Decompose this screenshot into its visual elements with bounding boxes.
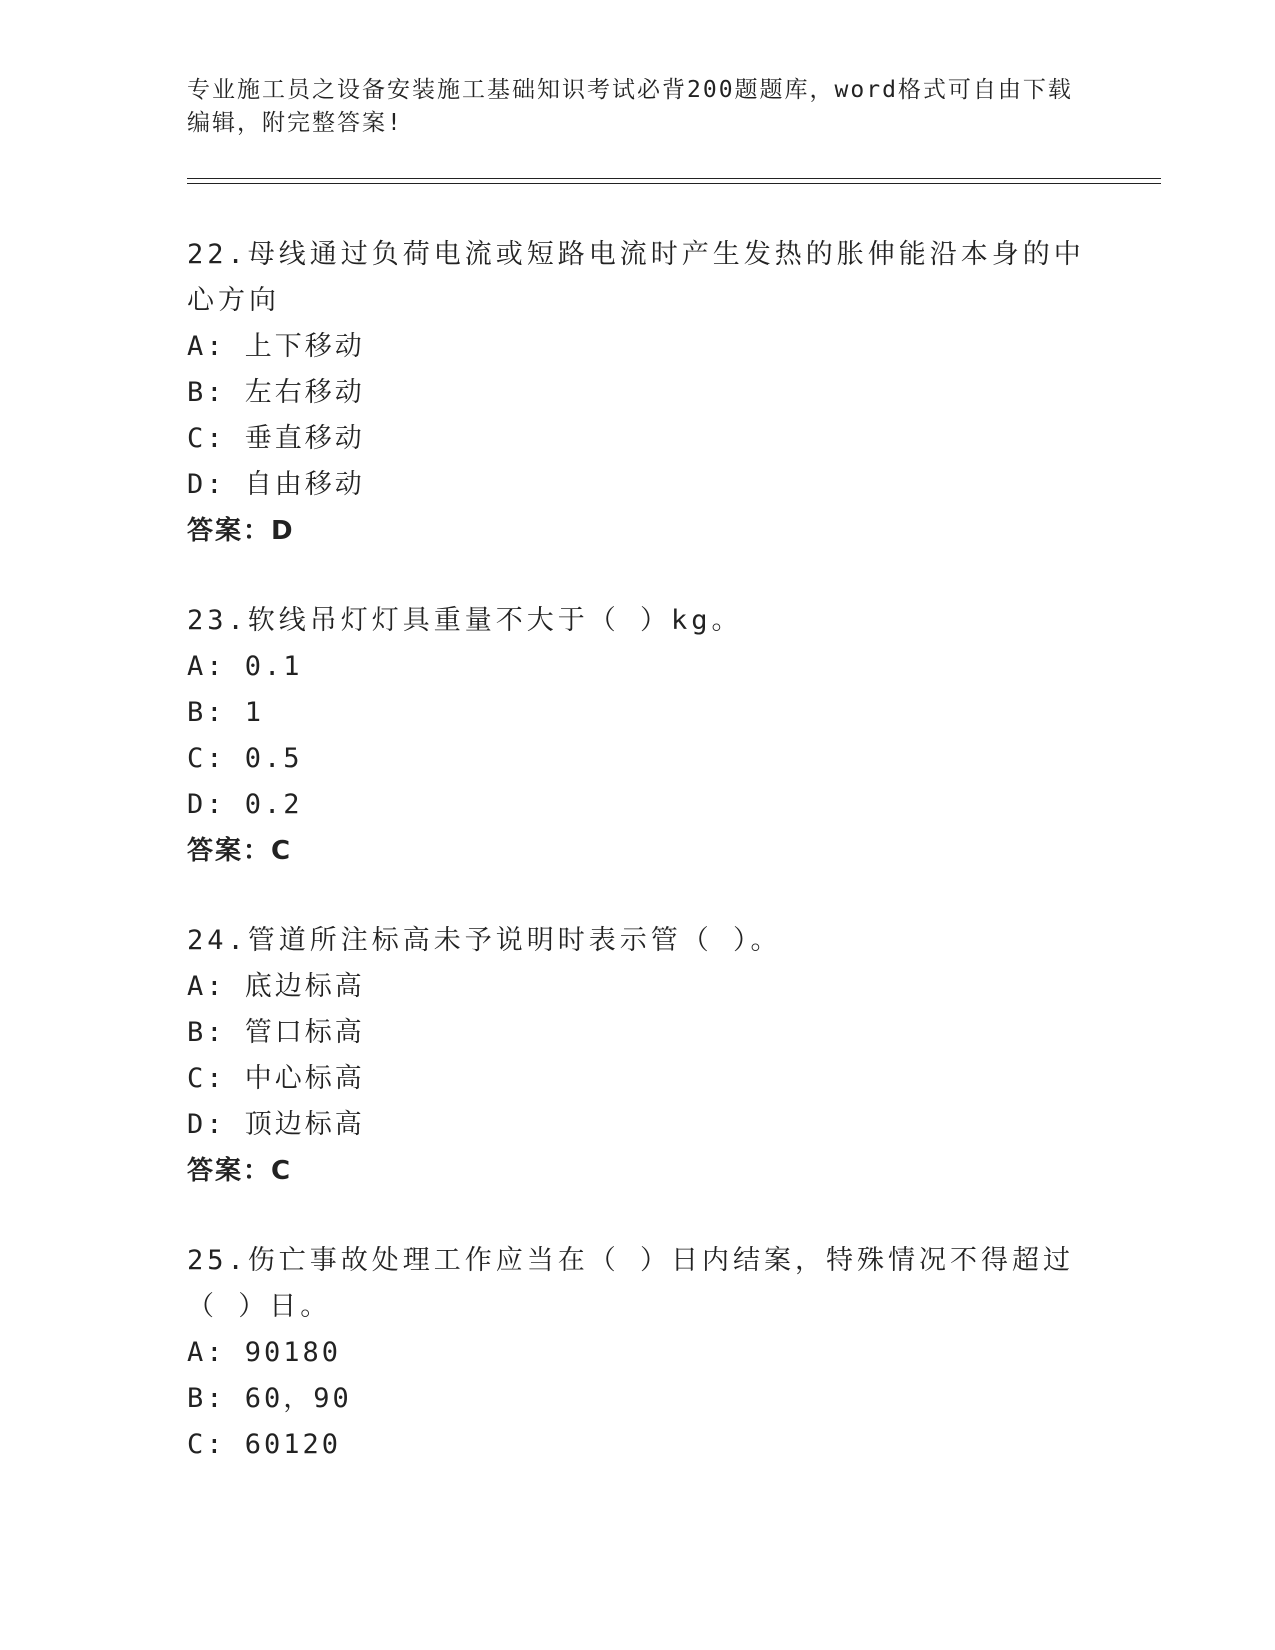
option-c: C: 中心标高 bbox=[187, 1063, 365, 1094]
option-c: C: 0.5 bbox=[187, 743, 303, 774]
question-25 bbox=[187, 1238, 1087, 1468]
answer-label: 答案：C bbox=[187, 836, 293, 866]
question-stem: 25.伤亡事故处理工作应当在（ ）日内结案，特殊情况不得超过（ ）日。 bbox=[187, 1245, 1075, 1322]
question-22 bbox=[187, 232, 1087, 554]
option-d: D: 顶边标高 bbox=[187, 1109, 365, 1140]
question-stem: 22.母线通过负荷电流或短路电流时产生发热的胀伸能沿本身的中心方向 bbox=[187, 239, 1085, 316]
document-header: 专业施工员之设备安装施工基础知识考试必背200题题库，word格式可自由下载编辑，附完整答案! bbox=[187, 77, 1073, 136]
question-stem: 23.软线吊灯灯具重量不大于（ ）kg。 bbox=[187, 605, 743, 636]
option-d: D: 自由移动 bbox=[187, 469, 365, 500]
option-c: C: 60120 bbox=[187, 1429, 342, 1460]
option-b: B: 1 bbox=[187, 697, 265, 728]
question-stem: 24.管道所注标高未予说明时表示管（ ）。 bbox=[187, 925, 782, 956]
header-divider-top bbox=[187, 178, 1161, 179]
option-b: B: 左右移动 bbox=[187, 377, 365, 408]
option-d: D: 0.2 bbox=[187, 789, 303, 820]
option-b: B: 管口标高 bbox=[187, 1017, 365, 1048]
question-24 bbox=[187, 918, 1087, 1194]
answer-label: 答案：D bbox=[187, 516, 295, 546]
option-a: A: 90180 bbox=[187, 1337, 342, 1368]
question-23 bbox=[187, 598, 1087, 874]
option-b: B: 60，90 bbox=[187, 1383, 352, 1414]
option-a: A: 底边标高 bbox=[187, 971, 365, 1002]
option-a: A: 上下移动 bbox=[187, 331, 365, 362]
option-c: C: 垂直移动 bbox=[187, 423, 365, 454]
header-divider-bottom bbox=[187, 183, 1161, 184]
option-a: A: 0.1 bbox=[187, 651, 303, 682]
answer-label: 答案：C bbox=[187, 1156, 293, 1186]
